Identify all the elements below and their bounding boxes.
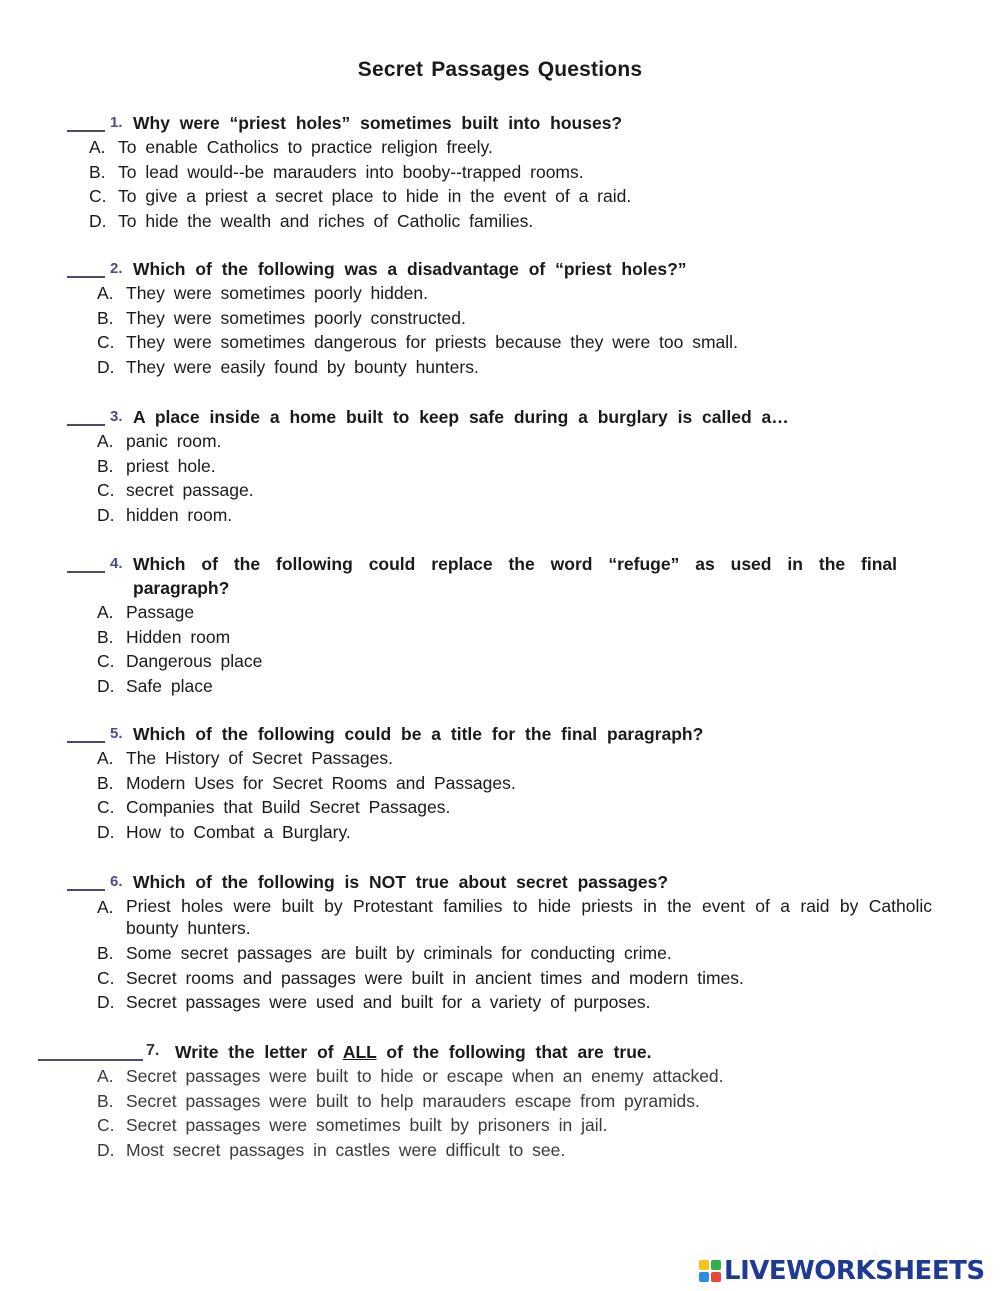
question-text-before: Write the letter of <box>175 1042 334 1062</box>
answer-blank[interactable] <box>67 112 105 132</box>
question-text <box>175 1040 900 1064</box>
option-letter: C. <box>89 186 107 206</box>
option-c <box>0 795 1000 820</box>
answer-blank[interactable] <box>67 258 105 278</box>
option-letter: D. <box>97 992 115 1012</box>
option-letter: A. <box>97 431 114 451</box>
option-letter: C. <box>97 1115 115 1135</box>
option-c <box>0 330 1000 355</box>
option-a <box>0 1064 1000 1089</box>
question-3 <box>0 405 1000 527</box>
option-d <box>0 990 1000 1015</box>
option-letter: B. <box>97 943 114 963</box>
option-d <box>0 209 1000 234</box>
option-letter: C. <box>97 797 115 817</box>
option-text: The History of Secret Passages. <box>126 748 393 768</box>
option-text: They were sometimes dangerous for priests because they were too small. <box>126 332 738 352</box>
option-c <box>0 478 1000 503</box>
option-text: To enable Catholics to practice religion freely. <box>118 137 493 157</box>
question-text: Which of the following was a disadvantage of “priest holes?” <box>133 259 687 279</box>
question-text: A place inside a home built to keep safe during a burglary is called a… <box>133 407 789 427</box>
question-number: 4. <box>110 555 123 572</box>
option-c <box>0 649 1000 674</box>
question-number: 6. <box>110 873 123 890</box>
question-number: 1. <box>110 114 123 131</box>
option-letter: D. <box>97 675 115 696</box>
option-text: Modern Uses for Secret Rooms and Passages. <box>126 772 516 793</box>
option-letter: C. <box>97 332 115 352</box>
option-text: Dangerous place <box>126 651 263 671</box>
option-a <box>0 600 1000 625</box>
option-c <box>0 966 1000 991</box>
option-text: hidden room. <box>126 504 233 525</box>
option-text: Secret passages were used and built for a variety of purposes. <box>126 992 651 1012</box>
option-letter: A. <box>97 283 114 303</box>
option-text: To lead would--be marauders into booby--trapped rooms. <box>118 161 584 182</box>
option-text: Passage <box>126 602 195 622</box>
option-b <box>0 625 1000 650</box>
option-letter: C. <box>97 967 115 988</box>
option-letter: D. <box>97 821 115 842</box>
option-letter: B. <box>97 1090 114 1111</box>
option-text: How to Combat a Burglary. <box>126 821 351 842</box>
question-7 <box>0 1040 1000 1162</box>
option-letter: A. <box>97 602 114 622</box>
question-text: Why were “priest holes” sometimes built into houses? <box>133 113 623 133</box>
option-text: They were sometimes poorly hidden. <box>126 283 428 303</box>
option-letter: D. <box>97 356 115 377</box>
liveworksheets-logo <box>699 1258 985 1284</box>
question-text-emphasis: ALL <box>342 1042 377 1062</box>
question-5 <box>0 722 1000 844</box>
option-b <box>0 771 1000 796</box>
logo-square <box>699 1272 709 1282</box>
option-letter: A. <box>97 1066 114 1086</box>
options-list <box>0 895 1000 1015</box>
option-a <box>0 746 1000 771</box>
option-d <box>0 674 1000 699</box>
option-letter: A. <box>97 897 114 917</box>
option-letter: B. <box>97 307 114 328</box>
option-text: Some secret passages are built by criminals for conducting crime. <box>126 943 672 963</box>
option-text: Secret rooms and passages were built in ancient times and modern times. <box>126 967 744 988</box>
answer-blank[interactable] <box>67 406 105 426</box>
option-text: panic room. <box>126 431 222 451</box>
answer-blank[interactable] <box>38 1041 143 1061</box>
option-a <box>0 429 1000 454</box>
option-text: priest hole. <box>126 455 216 476</box>
option-letter: C. <box>97 480 115 500</box>
option-text: Safe place <box>126 675 213 696</box>
option-c <box>0 1113 1000 1138</box>
logo-square <box>711 1260 721 1270</box>
option-text: They were easily found by bounty hunters. <box>126 356 479 377</box>
option-b <box>0 1089 1000 1114</box>
option-a <box>0 895 1000 939</box>
option-letter: A. <box>89 137 106 157</box>
option-text: They were sometimes poorly constructed. <box>126 307 466 328</box>
option-b <box>0 454 1000 479</box>
option-letter: B. <box>97 626 114 647</box>
option-letter: A. <box>97 748 114 768</box>
logo-text: LIVEWORKSHEETS <box>724 1256 985 1286</box>
option-text: Most secret passages in castles were difficult to see. <box>126 1139 566 1160</box>
option-d <box>0 355 1000 380</box>
options-list <box>0 281 1000 379</box>
question-number: 3. <box>110 408 123 425</box>
option-text: Secret passages were built to hide or escape when an enemy attacked. <box>126 1066 724 1086</box>
answer-blank[interactable] <box>67 553 105 573</box>
option-d <box>0 820 1000 845</box>
option-d <box>0 1138 1000 1163</box>
question-number: 5. <box>110 725 123 742</box>
option-letter: D. <box>89 210 107 231</box>
option-d <box>0 503 1000 528</box>
logo-square <box>699 1260 709 1270</box>
liveworksheets-grid-icon <box>699 1260 721 1282</box>
question-number: 2. <box>110 260 123 277</box>
question-2 <box>0 257 1000 379</box>
question-4 <box>0 552 1000 698</box>
option-letter: C. <box>97 651 115 671</box>
option-text: Secret passages were sometimes built by prisoners in jail. <box>126 1115 608 1135</box>
option-a <box>0 281 1000 306</box>
question-text: Which of the following is NOT true about secret passages? <box>133 872 669 892</box>
option-c <box>0 184 1000 209</box>
options-list <box>0 600 1000 698</box>
option-a <box>0 135 1000 160</box>
answer-blank[interactable] <box>67 723 105 743</box>
question-number: 7. <box>146 1042 160 1059</box>
question-1 <box>0 111 1000 233</box>
options-list <box>0 746 1000 844</box>
question-text: Which of the following could be a title for the final paragraph? <box>133 724 704 744</box>
option-b <box>0 306 1000 331</box>
option-text: Companies that Build Secret Passages. <box>126 797 451 817</box>
page-title: Secret Passages Questions <box>357 58 643 81</box>
question-text-after: of the following that are true. <box>386 1042 652 1062</box>
option-text: Secret passages were built to help marauders escape from pyramids. <box>126 1090 700 1111</box>
option-letter: D. <box>97 1139 115 1160</box>
option-b <box>0 160 1000 185</box>
answer-blank[interactable] <box>67 871 105 891</box>
option-letter: B. <box>97 455 114 476</box>
option-text: Priest holes were built by Protestant families to hide priests in the event of a raid by Catholic bounty hunters. <box>126 896 932 938</box>
option-letter: B. <box>89 161 106 182</box>
option-b <box>0 941 1000 966</box>
options-list <box>0 1064 1000 1162</box>
logo-square <box>711 1272 721 1282</box>
option-text: To give a priest a secret place to hide in the event of a raid. <box>118 186 632 206</box>
options-list <box>0 135 1000 233</box>
options-list <box>0 429 1000 527</box>
option-text: Hidden room <box>126 626 231 647</box>
question-text: Which of the following could replace the word “refuge” as used in the final paragraph? <box>133 554 897 598</box>
option-text: To hide the wealth and riches of Catholic families. <box>118 210 534 231</box>
option-letter: D. <box>97 504 115 525</box>
option-letter: B. <box>97 772 114 793</box>
question-6 <box>0 870 1000 1015</box>
option-text: secret passage. <box>126 480 254 500</box>
